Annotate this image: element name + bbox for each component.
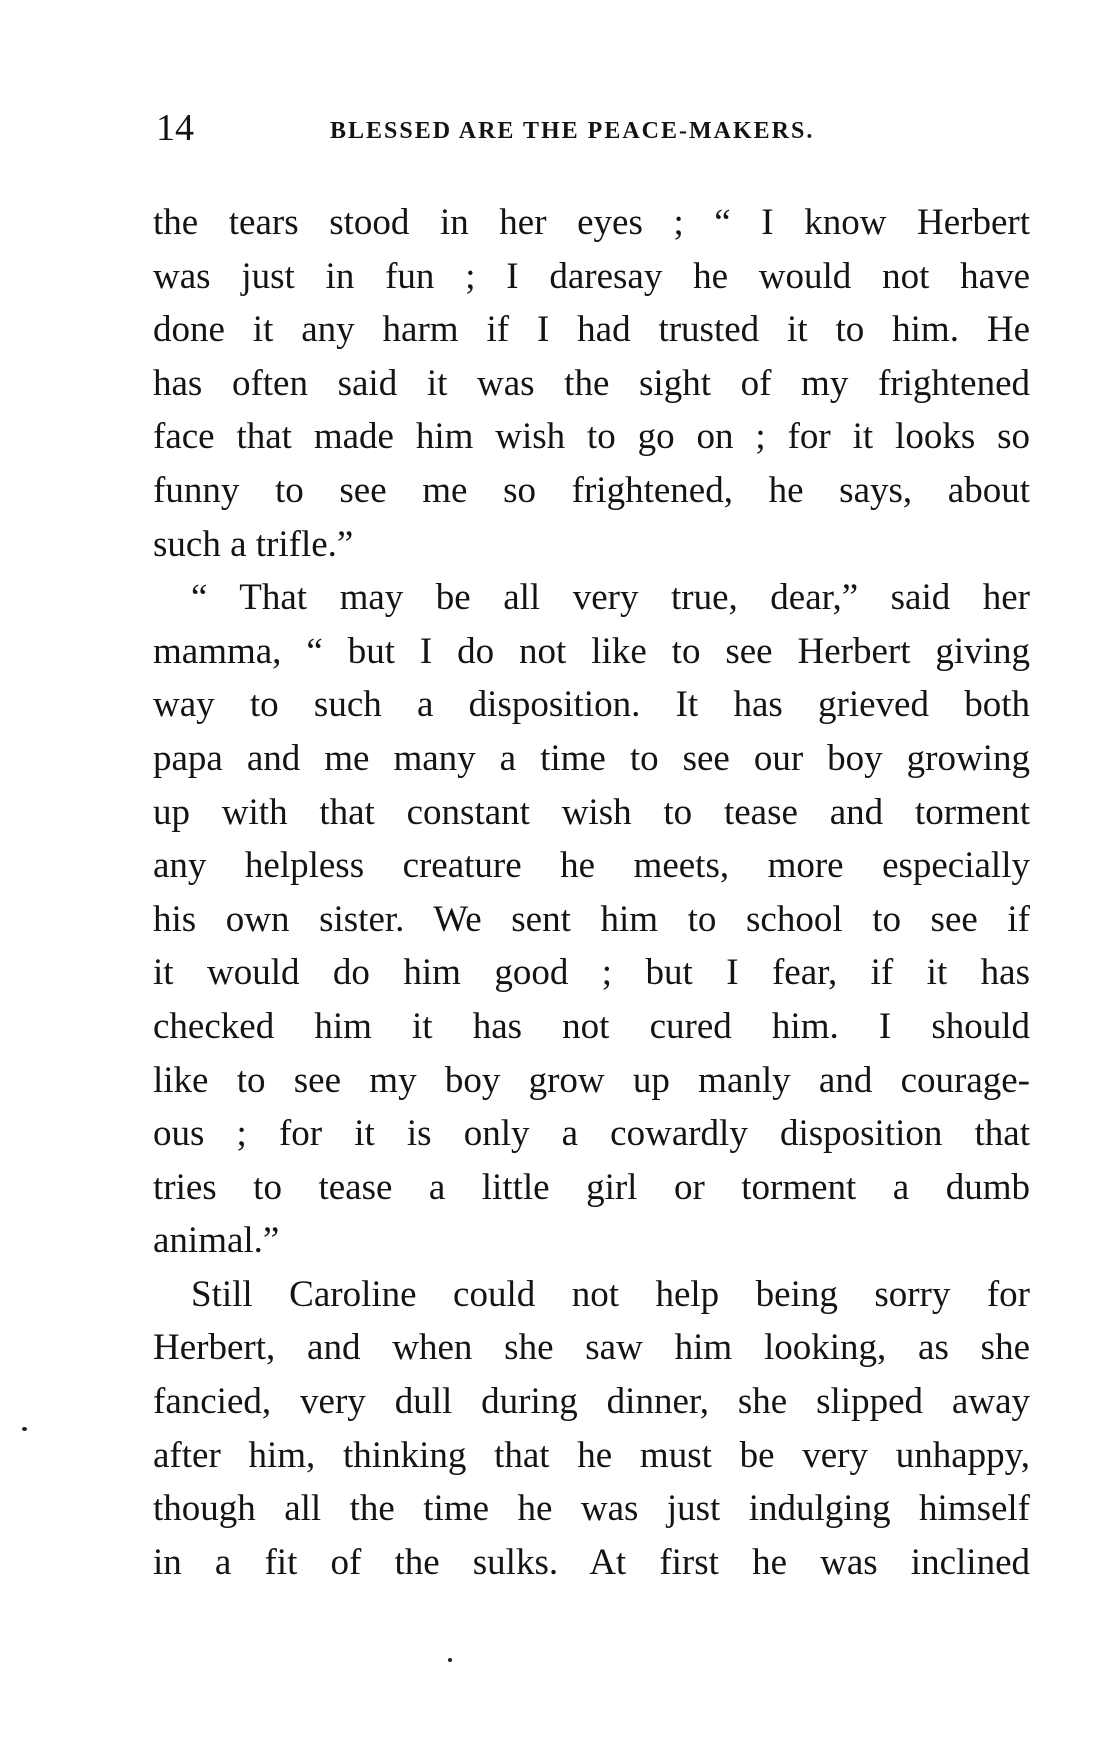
text-line: his own sister. We sent him to school to see if [153,898,1030,940]
text-line: fancied, very dull during dinner, she slipped away [153,1381,1030,1423]
text-line: papa and me many a time to see our boy growing [153,737,1030,779]
running-title: BLESSED ARE THE PEACE-MAKERS. [330,118,815,144]
scan-speck [22,1427,27,1431]
text-line: checked him it has not cured him. I should [153,1005,1030,1047]
text-line: done it any harm if I had trusted it to him. He [153,309,1030,351]
text-line: such a trifle.” [153,523,354,565]
text-line: after him, thinking that he must be very unhappy, [153,1434,1030,1476]
text-line: “ That may be all very true, dear,” said her [191,577,1030,619]
body-text [153,196,1030,1589]
text-line: in a fit of the sulks. At first he was inclined [153,1541,1030,1583]
paragraph-1 [153,196,1030,571]
text-line: way to such a disposition. It has grieved both [153,684,1030,726]
text-line: face that made him wish to go on ; for it looks so [153,416,1030,458]
page-number: 14 [156,107,194,149]
text-line: it would do him good ; but I fear, if it has [153,952,1030,994]
text-line: any helpless creature he meets, more especially [153,845,1030,887]
running-head [150,108,1030,148]
text-line: up with that constant wish to tease and torment [153,791,1030,833]
text-line: Still Caroline could not help being sorry for [191,1273,1030,1315]
text-line: animal.” [153,1220,280,1262]
paragraph-2 [153,571,1030,1268]
scan-speck [448,1658,452,1662]
text-line: like to see my boy grow up manly and courage- [153,1059,1030,1101]
text-line: tries to tease a little girl or torment a dumb [153,1166,1030,1208]
text-line: Herbert, and when she saw him looking, as she [153,1327,1030,1369]
paragraph-3 [153,1268,1030,1590]
text-line: funny to see me so frightened, he says, about [153,469,1030,511]
text-line: ous ; for it is only a cowardly disposition that [153,1113,1030,1155]
text-line: has often said it was the sight of my frightened [153,362,1030,404]
text-line: mamma, “ but I do not like to see Herbert giving [153,630,1030,672]
text-line: the tears stood in her eyes ; “ I know Herbert [153,202,1030,243]
text-line: though all the time he was just indulging himself [153,1488,1030,1530]
text-line: was just in fun ; I daresay he would not have [153,255,1030,297]
